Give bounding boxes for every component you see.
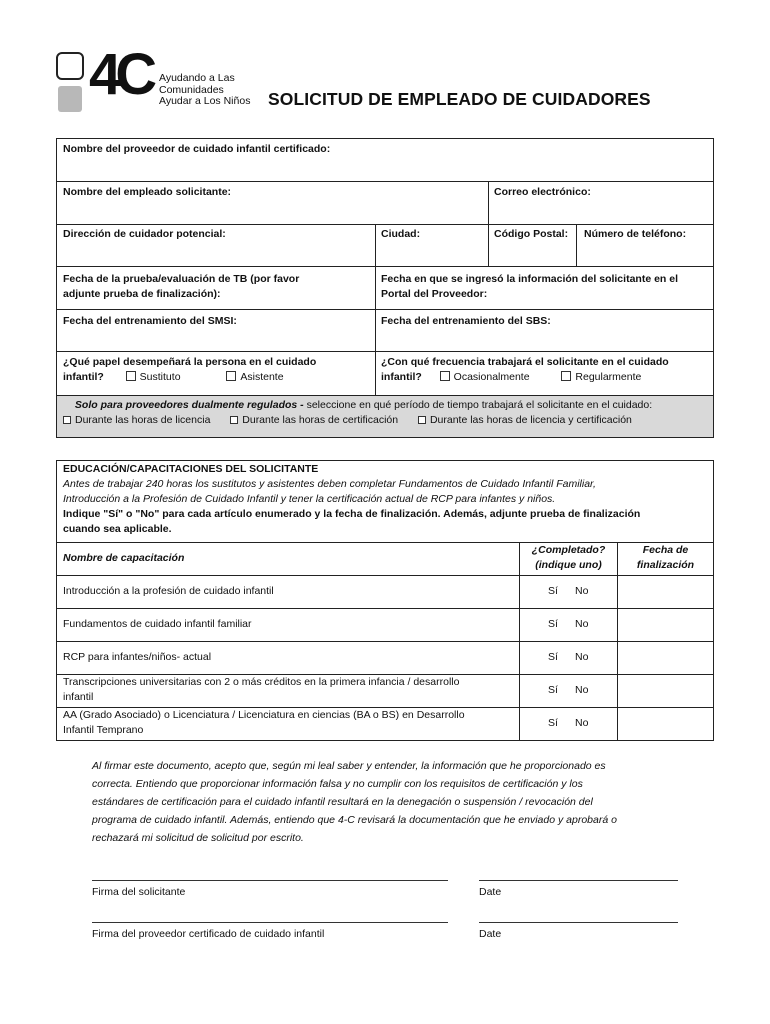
provider-date-label: Date [479,928,502,940]
tb-test-date-label: adjunte prueba de finalización): [63,288,221,300]
declaration-line: rechazará mi solicitud de solicitud por escrito. [92,832,304,844]
declaration-line: programa de cuidado infantil. Además, entiendo que 4-C revisará la documentación que he enviado y aprobará o [92,814,617,826]
zip-field[interactable]: Código Postal: [494,228,569,240]
column-header-completed-line: (indique uno) [535,559,602,571]
declaration-line: Al firmar este documento, acepto que, según mi leal saber y entender, la información que he proporcionado es [92,760,606,772]
frequency-regular-checkbox[interactable] [561,371,641,383]
frequency-regular-label: Regularmente [575,371,642,383]
dual-certification-hours-checkbox[interactable] [230,414,398,426]
dual-license-hours-label: Durante las horas de licencia [75,414,211,426]
dual-regulated-instruction: seleccione en qué período de tiempo trabajará el solicitante en el cuidado: [306,399,653,411]
education-intro-text: Introducción a la Profesión de Cuidado Infantil y tener la certificación actual de RCP para infantes y niños. [63,493,556,505]
provider-signature-label: Firma del proveedor certificado de cuidado infantil [92,928,325,940]
role-assistant-checkbox[interactable] [226,371,283,383]
no-option[interactable]: No [575,651,589,663]
declaration-text [92,757,692,847]
frequency-question [381,355,711,385]
logo-tagline-line: Ayudando a Las [159,72,235,84]
role-assistant-label: Asistente [240,371,284,383]
checkbox-icon [418,416,426,424]
training-name: Introducción a la profesión de cuidado infantil [63,585,274,597]
training-name [63,675,515,705]
frequency-occasional-label: Ocasionalmente [453,371,530,383]
yes-option[interactable]: Sí [548,717,558,729]
completion-date-field[interactable] [618,675,713,707]
yes-option[interactable]: Sí [548,585,558,597]
checkbox-icon [226,371,236,381]
frequency-occasional-checkbox[interactable] [440,371,530,383]
completion-date-field[interactable] [618,609,713,641]
yes-option[interactable]: Sí [548,651,558,663]
checkbox-icon [63,416,71,424]
column-header-completed-line: ¿Completado? [531,544,606,556]
role-substitute-checkbox[interactable] [126,371,181,383]
smsi-training-date-field[interactable]: Fecha del entrenamiento del SMSI: [63,315,237,327]
education-intro [63,462,709,537]
applicant-date-label: Date [479,886,502,898]
provider-signature-line[interactable] [92,922,448,923]
checkbox-icon [230,416,238,424]
training-name-line: Transcripciones universitarias con 2 o más créditos en la primera infancia / desarrollo [63,676,460,688]
column-header-completed [520,543,617,573]
training-name-line: AA (Grado Asociado) o Licenciatura / Licenciatura en ciencias (BA o BS) en Desarrollo [63,709,465,721]
completion-date-field[interactable] [618,576,713,608]
employee-name-field[interactable]: Nombre del empleado solicitante: [63,186,232,198]
training-name [63,708,515,738]
email-field[interactable]: Correo electrónico: [494,186,591,198]
role-question-label: infantil? [63,371,104,383]
logo-tagline-line: Comunidades [159,83,224,96]
training-name-line: infantil [63,691,94,703]
role-substitute-label: Sustituto [139,371,181,383]
checkbox-icon [561,371,571,381]
column-header-completion-date-line: Fecha de [642,544,689,556]
declaration-line: estándares de certificación para el cuidado infantil resultará en la denegación o suspensión / revocación del [92,796,593,808]
no-option[interactable]: No [575,684,589,696]
declaration-line: correcta. Entiendo que proporcionar información falsa y no cumplir con los requisitos de certificación y los [92,778,583,790]
tb-test-date-field[interactable] [63,272,299,302]
logo-mark: 4C [89,42,152,107]
column-header-training-name: Nombre de capacitación [63,552,185,564]
page-title: SOLICITUD DE EMPLEADO DE CUIDADORES [268,89,651,109]
checkbox-icon [126,371,136,381]
provider-date-line[interactable] [479,922,678,923]
dual-both-hours-checkbox[interactable] [418,414,632,426]
logo-square-icon [56,52,84,80]
portal-entry-date-label: Portal del Proveedor: [381,288,488,300]
logo-grey-block-icon [58,86,82,112]
training-name: RCP para infantes/niños- actual [63,651,212,663]
sbs-training-date-field[interactable]: Fecha del entrenamiento del SBS: [381,315,551,327]
logo-tagline-line: Ayudar a Los Niños [159,95,251,107]
training-name-line: Infantil Temprano [63,724,144,736]
checkbox-icon [440,371,450,381]
logo-tagline [159,73,250,108]
provider-name-field[interactable]: Nombre del proveedor de cuidado infantil certificado: [63,143,331,155]
frequency-question-label: infantil? [381,371,422,383]
training-name: Fundamentos de cuidado infantil familiar [63,618,252,630]
yes-option[interactable]: Sí [548,684,558,696]
applicant-signature-line[interactable] [92,880,448,881]
dual-both-hours-label: Durante las horas de licencia y certificación [429,414,632,426]
dual-license-hours-checkbox[interactable] [63,414,210,426]
city-field[interactable]: Ciudad: [381,228,421,240]
frequency-question-label: ¿Con qué frecuencia trabajará el solicitante en el cuidado [381,356,669,368]
phone-field[interactable]: Número de teléfono: [584,228,687,240]
education-intro-text: Antes de trabajar 240 horas los sustitutos y asistentes deben completar Fundamentos de Cuidado Infantil Familiar, [63,478,596,490]
role-question-label: ¿Qué papel desempeñará la persona en el cuidado [63,356,317,368]
completion-date-field[interactable] [618,708,713,740]
role-question [63,355,373,385]
column-header-completion-date-line: finalización [636,559,695,571]
portal-entry-date-label: Fecha en que se ingresó la información del solicitante en el [381,273,678,285]
tb-test-date-label: Fecha de la prueba/evaluación de TB (por favor [63,273,300,285]
no-option[interactable]: No [575,585,589,597]
dual-regulated-section [63,398,709,428]
applicant-signature-label: Firma del solicitante [92,886,186,898]
yes-option[interactable]: Sí [548,618,558,630]
no-option[interactable]: No [575,717,589,729]
address-field[interactable]: Dirección de cuidador potencial: [63,228,226,240]
portal-entry-date-field[interactable] [381,272,678,302]
education-heading: EDUCACIÓN/CAPACITACIONES DEL SOLICITANTE [63,463,319,475]
education-instructions: Indique "Sí" o "No" para cada artículo enumerado y la fecha de finalización. Además, adjunte prueba de finalización [63,508,641,520]
completion-date-field[interactable] [618,642,713,674]
applicant-date-line[interactable] [479,880,678,881]
no-option[interactable]: No [575,618,589,630]
column-header-completion-date [618,543,713,573]
dual-regulated-heading: Solo para proveedores dualmente regulados - [74,399,304,411]
education-instructions: cuando sea aplicable. [63,523,172,535]
dual-certification-hours-label: Durante las horas de certificación [242,414,399,426]
